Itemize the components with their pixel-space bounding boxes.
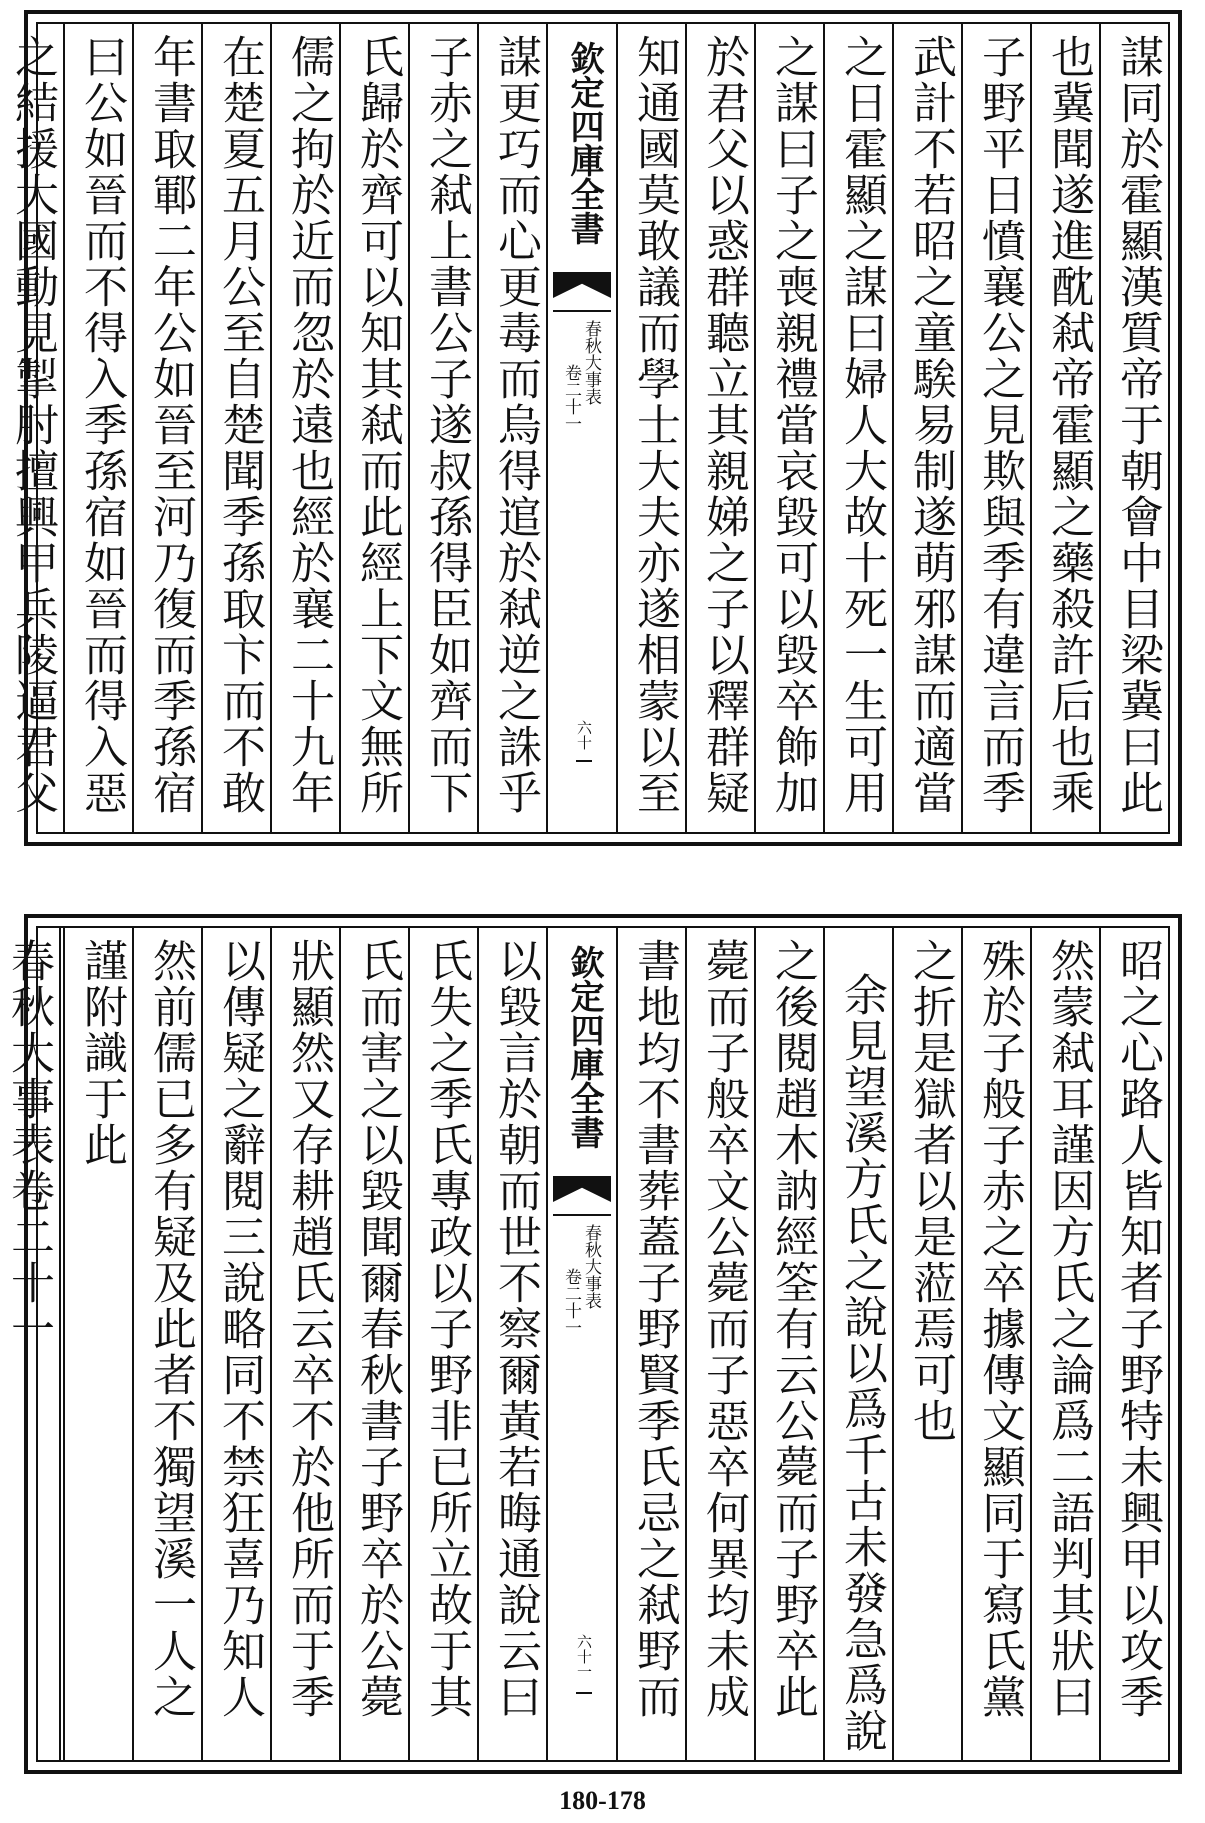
text-column: 之折是獄者以是蒞焉可也: [892, 928, 961, 1760]
center-fold: [546, 24, 616, 832]
text-column: 儒之拘於近而忽於遠也經於襄二十九年: [270, 24, 339, 832]
text-column: 子赤之弒上書公子遂叔孫得臣如齊而下: [408, 24, 477, 832]
text-column: 薨而子般卒文公薨而子惡卒何異均未成: [685, 928, 754, 1760]
text-column: 曰公如晉而不得入季孫宿如晉而得入惡: [63, 24, 132, 832]
text-column: 謹附識于此: [63, 928, 132, 1760]
text-column: 於君父以惑群聽立其親娣之子以釋群疑: [685, 24, 754, 832]
text-column: 武計不若昭之童騃易制遂萌邪謀而適當: [892, 24, 961, 832]
text-column: 之結援大國動見掣肘擅興甲兵陵逼君父: [7, 34, 58, 816]
book-title: 春秋大事表: [581, 320, 601, 405]
fishtail-mark: [553, 272, 611, 298]
text-column: 狀顯然又存耕趙氏云卒不於他所而于季: [270, 928, 339, 1760]
text-column: 也冀聞遂進酖弒帝霍顯之藥殺許后也乘: [1030, 24, 1099, 832]
folio-rule: [576, 1692, 592, 1694]
text-column: 殊於子般子赤之卒據傳文顯同于寫氏黨: [961, 928, 1030, 1760]
folio-rule: [576, 760, 592, 762]
text-column: 以毀言於朝而世不察爾黃若晦通說云曰: [477, 928, 546, 1760]
text-column: 子野平日憤襄公之見欺與季有違言而季: [961, 24, 1030, 832]
text-column: 之後閱趙木訥經筌有云公薨而子野卒此: [754, 928, 823, 1760]
text-column: 書地均不書葬蓋子野賢季氏忌之弒野而: [616, 928, 685, 1760]
text-column: 然蒙弒耳謹因方氏之論爲二語判其狀曰: [1030, 928, 1099, 1760]
top-page-frame: [7, 10, 1182, 846]
text-column: 氏而害之以毀聞爾春秋書子野卒於公薨: [339, 928, 408, 1760]
top-page-columns: [7, 24, 1168, 832]
text-column: 謀更巧而心更毒而烏得逭於弒逆之誅乎: [477, 24, 546, 832]
collection-title: 欽定四庫全書: [564, 41, 604, 245]
text-column: 氏歸於齊可以知其弒而此經上下文無所: [339, 24, 408, 832]
text-column: 然前儒已多有疑及此者不獨望溪一人之: [132, 928, 201, 1760]
text-column: 之謀曰子之喪親禮當哀毀可以毀卒飾加: [754, 24, 823, 832]
bottom-page-frame: [3, 914, 1182, 1774]
folio-number: 六十: [575, 720, 593, 750]
volume-end-title: 春秋大事表卷二十一: [3, 938, 54, 1352]
volume-label: 卷二十一: [561, 364, 581, 432]
text-column: 昭之心路人皆知者子野特未興甲以攻季: [1099, 928, 1168, 1760]
text-column: 年書取鄆二年公如晉至河乃復而季孫宿: [132, 24, 201, 832]
fishtail-mark: [553, 1176, 611, 1202]
text-column: 在楚夏五月公至自楚聞季孫取卞而不敢: [201, 24, 270, 832]
book-title: 春秋大事表: [581, 1224, 601, 1309]
folio-number: 六十一: [575, 1634, 593, 1679]
volume-label: 卷二十一: [561, 1268, 581, 1336]
text-column: 氏失之季氏專政以子野非已所立故于其: [408, 928, 477, 1760]
center-fold: [546, 928, 616, 1760]
text-column: 知通國莫敢議而學士大夫亦遂相蒙以至: [616, 24, 685, 832]
bottom-page-columns: [3, 928, 1168, 1760]
text-column: 謀同於霍顯漢質帝于朝會中目梁冀曰此: [1099, 24, 1168, 832]
collection-title: 欽定四庫全書: [564, 945, 604, 1149]
text-column: 之日霍顯之謀曰婦人大故十死一生可用: [823, 24, 892, 832]
text-column: 余見望溪方氏之說以爲千古未發急爲說: [823, 928, 892, 1760]
text-column: 以傳疑之辭閱三說略同不禁狂喜乃知人: [201, 928, 270, 1760]
page-number: 180-178: [559, 1786, 646, 1815]
